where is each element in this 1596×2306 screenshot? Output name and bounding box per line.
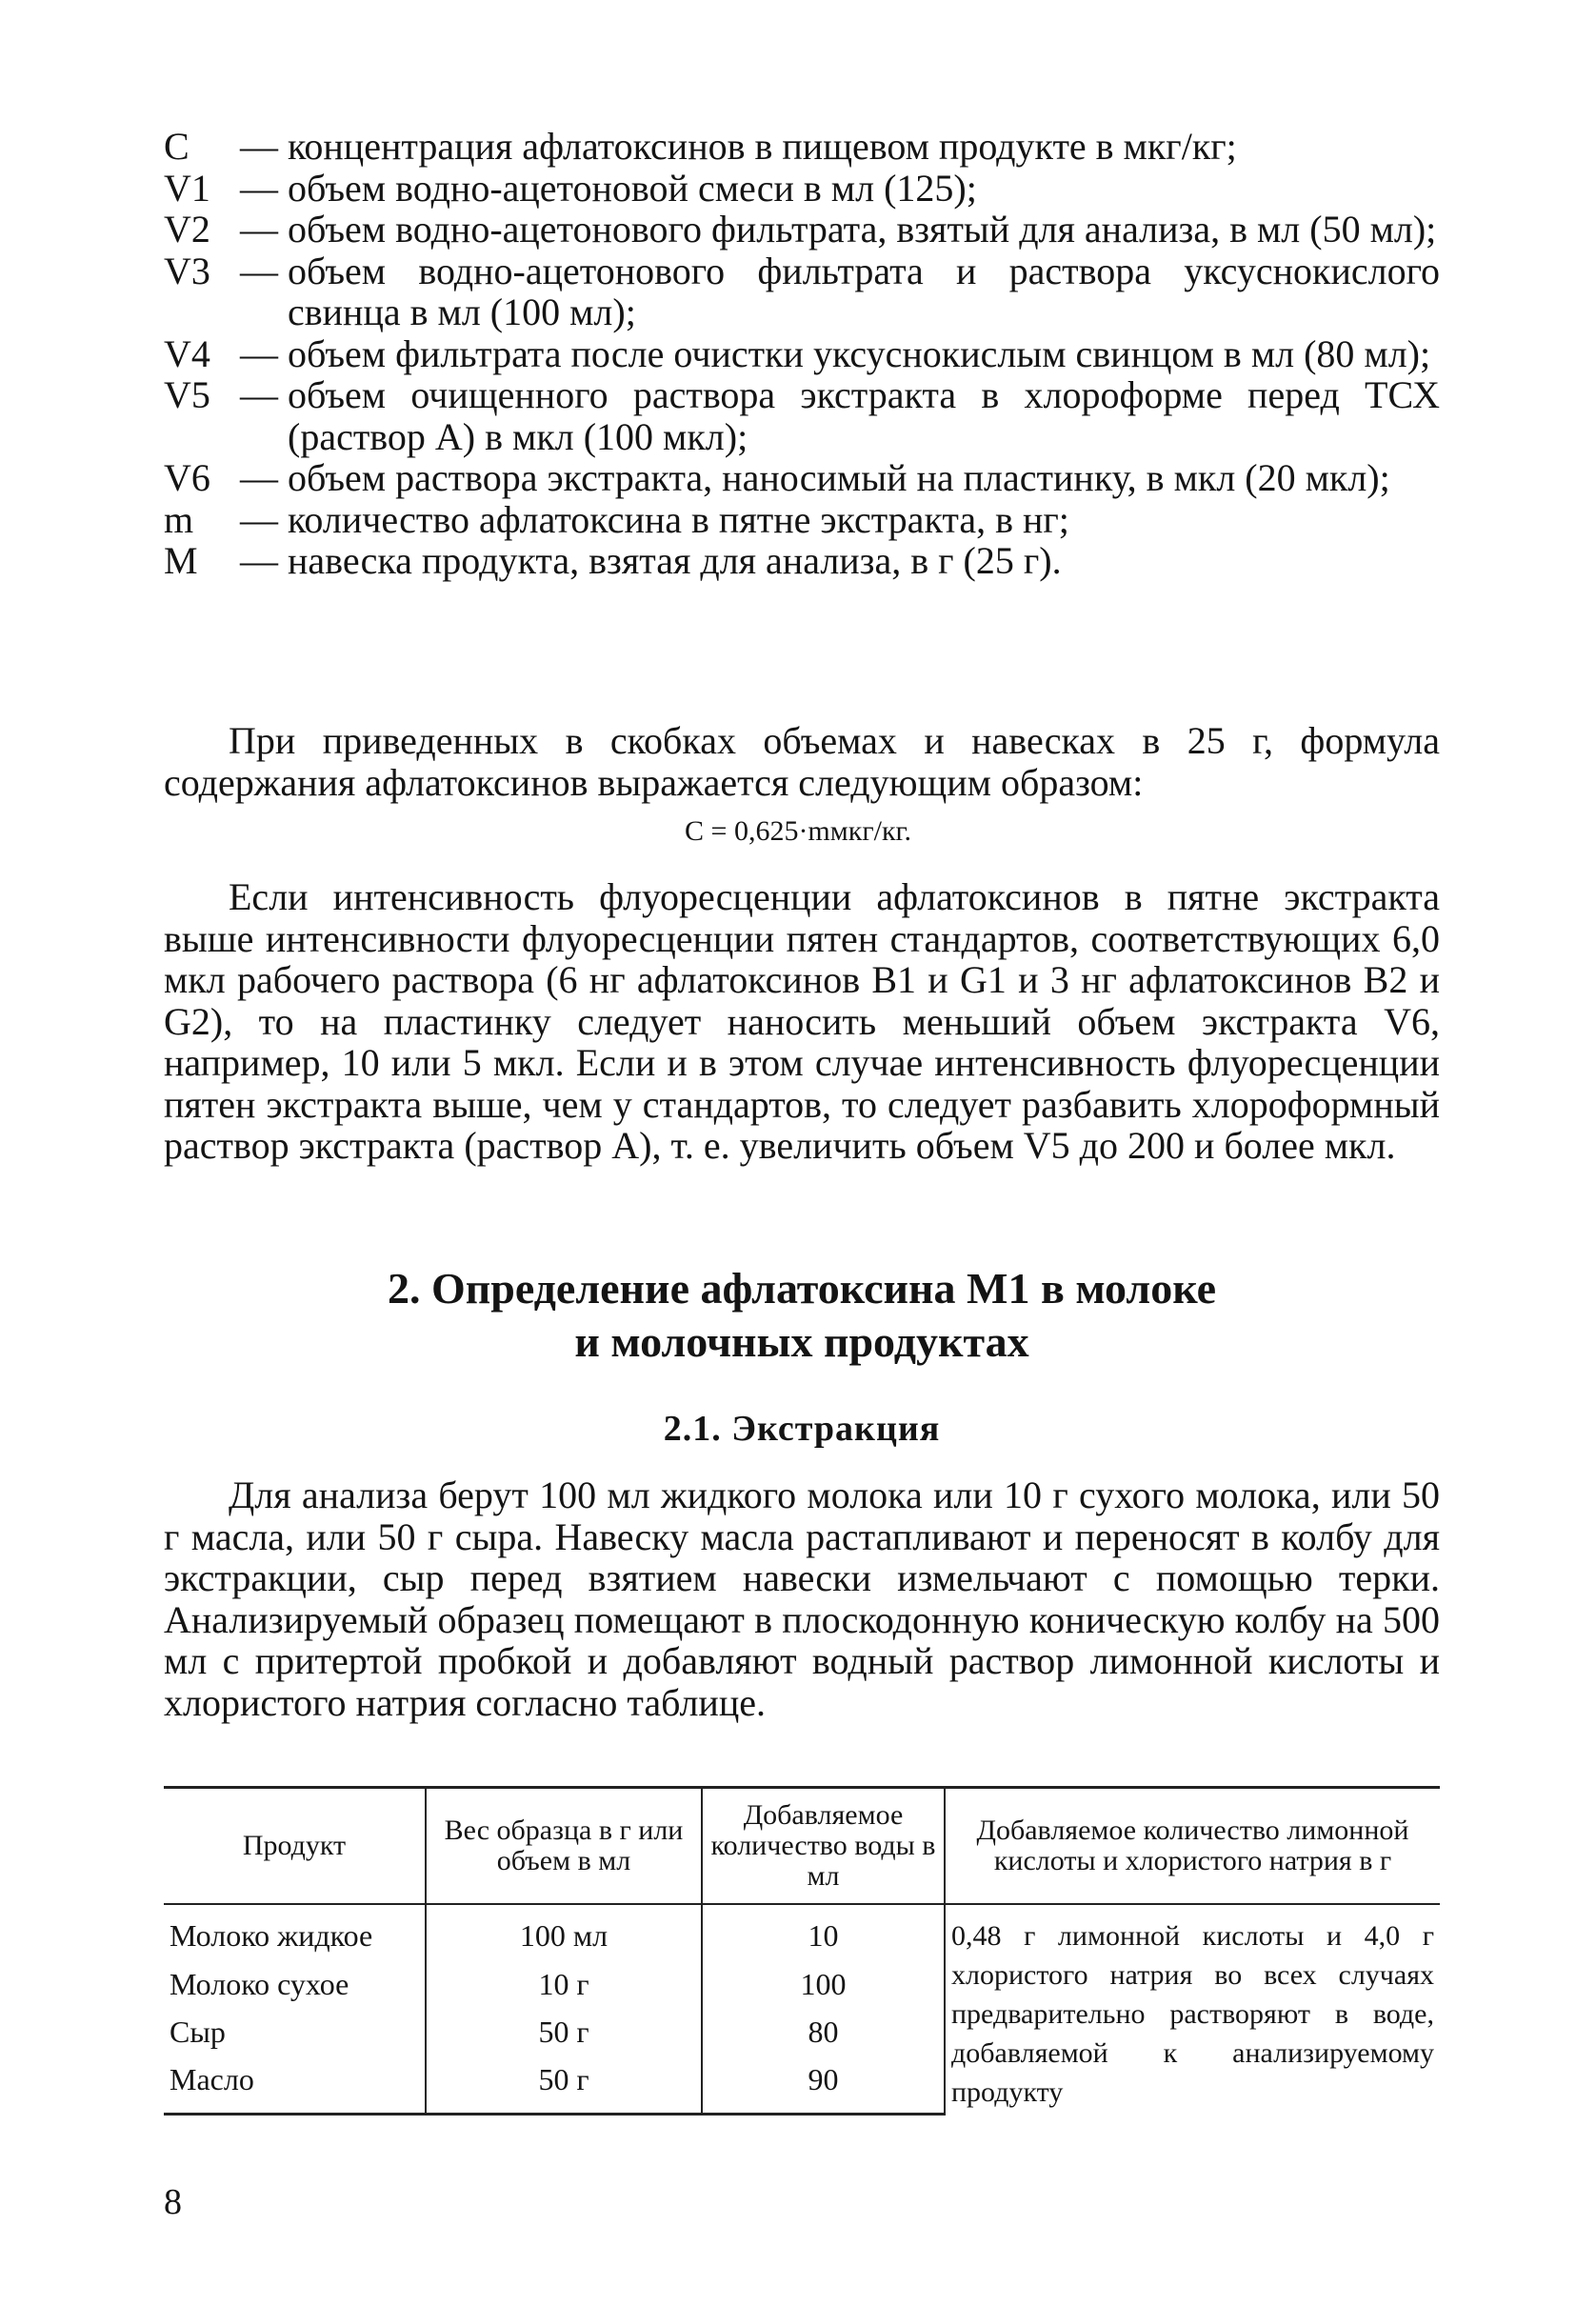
table-cell-amount: 50 г [426,2058,702,2114]
definition-symbol: C [164,125,190,168]
definition-dash: — [240,497,278,541]
page-number: 8 [164,2182,182,2222]
definition-symbol: V5 [164,373,210,416]
extraction-table [164,1786,1440,2116]
definition-dash: — [240,331,278,375]
definition-text: навеска продукта, взятая для анализа, в г (25 г). [288,539,1062,582]
definitions-list [164,126,1440,582]
definition-symbol: M [164,539,198,582]
table-header-additives: Добавляемое количество лимонной кислоты и хлористого натрия в г [945,1788,1440,1905]
table-cell-product: Сыр [170,2014,226,2049]
table-cell-water: 100 [702,1963,945,2011]
definition-symbol: V4 [164,331,210,375]
definition-text: объем раствора экстракта, наносимый на пластинку, в мкл (20 мкл); [288,456,1390,499]
definition-symbol: V2 [164,208,210,251]
table-cell-water: 10 [702,1904,945,1963]
table-cell-amount: 100 мл [426,1904,702,1963]
definition-text: объем фильтрата после очистки уксуснокислым свинцом в мл (80 мл); [288,331,1431,375]
table-cell-additives-note: 0,48 г лимонной кислоты и 4,0 г хлористого натрия во всех случаях предварительно растворяют в воде, добавляемой к анализируемому продукту [945,1904,1440,2114]
definition-symbol: V1 [164,166,210,210]
definition-dash: — [240,166,278,210]
subsection-heading: 2.1. Экстракция [663,1409,941,1449]
definition-row [164,126,1440,168]
definition-row [164,209,1440,251]
definition-row [164,251,1440,333]
definition-dash: — [240,249,278,292]
section-heading [164,1262,1440,1369]
definition-row [164,168,1440,210]
extraction-paragraph: Для анализа берут 100 мл жидкого молока или 10 г сухого молока, или 50 г масла, или 50 г сыра. Навеску масла растапливают и переносят в колбу для экстракции, сыр перед взятием навески измельчают с помощью терки. Анализируемый образец помещают в плоскодонную коническую колбу на 500 мл с притертой пробкой и добавляют водный раствор лимонной кислоты и хлористого натрия согласно таблице. [164,1474,1440,1724]
definition-row [164,499,1440,541]
definition-row [164,540,1440,582]
table-cell-product: Молоко жидкое [170,1918,373,1953]
table-cell-product: Молоко сухое [170,1967,349,2002]
table-cell-amount: 10 г [426,1963,702,2011]
section-heading-line-1: 2. Определение афлатоксина M1 в молоке [387,1264,1217,1313]
definition-row [164,457,1440,499]
definition-symbol: V3 [164,249,210,292]
table-cell-product: Масло [164,2058,426,2114]
definition-dash: — [240,208,278,251]
formula-intro-paragraph: При приведенных в скобках объемах и навесках в 25 г, формула содержания афлатоксинов выражается следующим образом: [164,719,1440,804]
definition-symbol: V6 [164,456,210,499]
definition-text: концентрация афлатоксинов в пищевом продукте в мкг/кг; [288,125,1237,168]
definition-text: объем очищенного раствора экстракта в хлороформе перед ТСХ (раствор А) в мкл (100 мкл); [288,373,1440,458]
section-heading-line-2: и молочных продуктах [574,1317,1029,1366]
definition-text: количество афлатоксина в пятне экстракта, в нг; [288,497,1069,541]
table-header-row [164,1788,1440,1905]
table-cell-water: 80 [702,2011,945,2058]
definition-text: объем водно-ацетоновой смеси в мл (125); [288,166,977,210]
table-cell-water: 90 [702,2058,945,2114]
definition-dash: — [240,125,278,168]
definition-dash: — [240,373,278,416]
intensity-paragraph: Если интенсивность флуоресценции афлатоксинов в пятне экстракта выше интенсивности флуоресценции пятен стандартов, соответствующих 6,0 мкл рабочего раствора (6 нг афлатоксинов B1 и G1 и 3 нг афлатоксинов B2 и G2), то на пластинку следует наносить меньший объем экстракта V6, например, 10 или 5 мкл. Если и в этом случае интенсивность флуоресценции пятен экстракта выше, чем у стандартов, то следует разбавить хлороформный раствор экстракта (раствор А), т. е. увеличить объем V5 до 200 и более мкл. [164,875,1440,1167]
table-header-amount: Вес образца в г или объем в мл [426,1788,702,1905]
table-cell-amount: 50 г [426,2011,702,2058]
definition-row [164,333,1440,375]
definition-text: объем водно-ацетонового фильтрата и раствора уксуснокислого свинца в мл (100 мл); [288,249,1440,333]
definition-row [164,374,1440,457]
table-row [164,1904,1440,1963]
formula: C = 0,625·mмкг/кг. [685,815,911,847]
definition-dash: — [240,456,278,499]
definition-symbol: m [164,497,194,541]
definition-text: объем водно-ацетонового фильтрата, взятый для анализа, в мл (50 мл); [288,208,1437,251]
definition-dash: — [240,539,278,582]
table-header-water: Добавляемое количество воды в мл [702,1788,945,1905]
table-header-product: Продукт [164,1788,426,1905]
